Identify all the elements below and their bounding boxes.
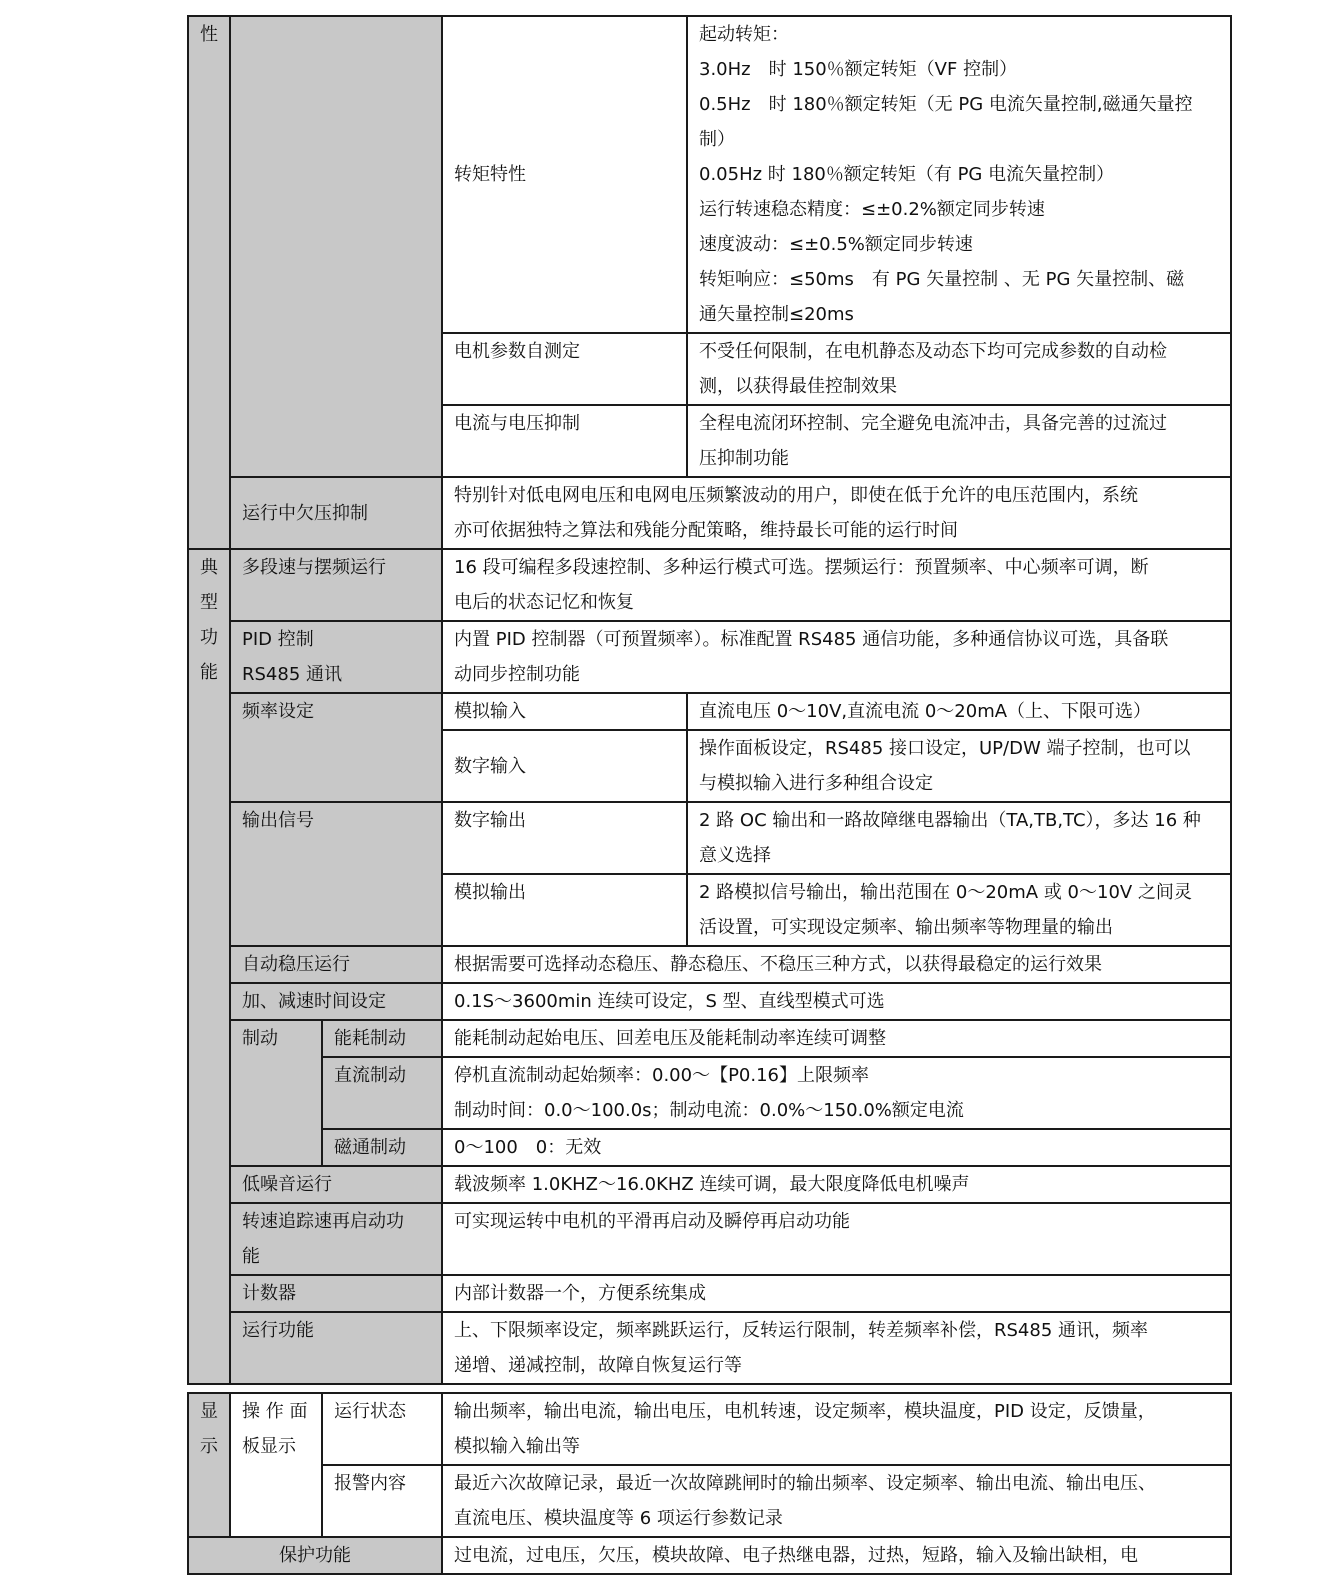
- category-cell-xing-continued: [188, 477, 230, 549]
- row-value-avr: [442, 946, 1231, 983]
- category-cell-xing: [188, 16, 230, 548]
- row-value-current-voltage: [687, 405, 1231, 477]
- row-label-avr: [230, 946, 442, 983]
- pid-label: PID 控制: [242, 629, 314, 650]
- energy-brake-text: 能耗制动起始电压、回差电压及能耗制动率连续可调整: [454, 1028, 886, 1049]
- lownoise-label: 低噪音运行: [242, 1174, 332, 1195]
- row-value-runfunc: [442, 1312, 1231, 1384]
- row-label-runfunc: [230, 1312, 442, 1384]
- typical-char: 典: [200, 557, 218, 578]
- avr-text: 根据需要可选择动态稳压、静态稳压、不稳压三种方式，以获得最稳定的运行效果: [454, 954, 1102, 975]
- analog-out-label: 模拟输出: [454, 882, 526, 903]
- protect-label: 保护功能: [279, 1545, 351, 1566]
- digital-in-label: 数字输入: [454, 755, 526, 777]
- sub-value-digital-out: [687, 802, 1231, 874]
- row-label-output: [230, 802, 442, 946]
- rs485-label: RS485 通讯: [242, 664, 343, 685]
- torque-line: 0.05Hz 时 180％额定转矩（有 PG 电流矢量控制）: [699, 164, 1115, 185]
- sub-value-alarm: [442, 1465, 1231, 1537]
- brake-label: 制动: [242, 1028, 278, 1049]
- display-char: 显: [200, 1401, 218, 1422]
- motor-param-label: 电机参数自测定: [454, 341, 580, 362]
- counter-text: 内部计数器一个，方便系统集成: [454, 1283, 706, 1304]
- lownoise-text: 载波频率 1.0KHZ～16.0KHZ 连续可调，最大限度降低电机噪声: [454, 1174, 970, 1195]
- torque-label: 转矩特性: [454, 164, 526, 185]
- digital-in-line: 操作面板设定，RS485 接口设定，UP/DW 端子控制，也可以: [699, 738, 1191, 759]
- avr-label: 自动稳压运行: [242, 954, 350, 975]
- speedtrack-label: 转速追踪速再启动功: [242, 1211, 404, 1232]
- analog-in-text: 直流电压 0～10V,直流电流 0～20mA（上、下限可选）: [699, 701, 1152, 722]
- row-value-speedtrack: [442, 1203, 1231, 1275]
- sub-value-flux-brake: [442, 1129, 1231, 1166]
- speedtrack-label: 能: [242, 1246, 260, 1267]
- digital-in-line: 与模拟输入进行多种组合设定: [699, 773, 933, 794]
- digital-out-line: 2 路 OC 输出和一路故障继电器输出（TA,TB,TC），多达 16 种: [699, 810, 1201, 831]
- row-value-multispeed: [442, 549, 1231, 621]
- flux-brake-text: 0～100 0：无效: [454, 1137, 602, 1158]
- cv-line: 压抑制功能: [699, 448, 789, 469]
- row-value-counter: [442, 1275, 1231, 1312]
- torque-line: 通矢量控制≤20ms: [699, 304, 854, 325]
- sub-label-dc-brake: [322, 1057, 442, 1129]
- row-value-accel: [442, 983, 1231, 1020]
- row-label-counter: [230, 1275, 442, 1312]
- row-value-motor-param: [687, 333, 1231, 405]
- cv-line: 全程电流闭环控制、完全避免电流冲击，具备完善的过流过: [699, 413, 1167, 434]
- undervolt-line: 特别针对低电网电压和电网电压频繁波动的用户，即使在低于允许的电压范围内，系统: [454, 485, 1138, 506]
- accel-label: 加、减速时间设定: [242, 991, 386, 1012]
- sub-label-energy-brake: [322, 1020, 442, 1057]
- sub-value-run-state: [442, 1393, 1231, 1465]
- analog-out-line: 活设置，可实现设定频率、输出频率等物理量的输出: [699, 917, 1113, 938]
- pid-line: 动同步控制功能: [454, 664, 580, 685]
- dc-brake-label: 直流制动: [334, 1065, 406, 1086]
- flux-brake-label: 磁通制动: [334, 1137, 406, 1158]
- blank-gray-cell: [230, 16, 442, 477]
- digital-out-line: 意义选择: [699, 845, 771, 866]
- undervolt-line: 亦可依据独特之算法和残能分配策略，维持最长可能的运行时间: [454, 520, 958, 541]
- row-value-pid: [442, 621, 1231, 693]
- sub-label-digital-in: [442, 730, 687, 802]
- runfunc-line: 上、下限频率设定，频率跳跃运行，反转运行限制，转差频率补偿，RS485 通讯，频率: [454, 1320, 1149, 1341]
- undervolt-label: 运行中欠压抑制: [242, 502, 368, 524]
- row-label-freq: [230, 693, 442, 802]
- row-label-speedtrack: [230, 1203, 442, 1275]
- panel-label: 板显示: [242, 1436, 296, 1457]
- sub-value-analog-out: [687, 874, 1231, 946]
- panel-label: 操 作 面: [242, 1401, 308, 1422]
- spec-table-main: [187, 15, 1232, 549]
- spec-table-display: [187, 1392, 1232, 1575]
- sub-label-run-state: [322, 1393, 442, 1465]
- row-label-lownoise: [230, 1166, 442, 1203]
- sub-label-alarm: [322, 1465, 442, 1537]
- alarm-line: 直流电压、模块温度等 6 项运行参数记录: [454, 1508, 783, 1529]
- sub-value-digital-in: [687, 730, 1231, 802]
- sub-value-dc-brake: [442, 1057, 1231, 1129]
- analog-out-line: 2 路模拟信号输出，输出范围在 0～20mA 或 0～10V 之间灵: [699, 882, 1192, 903]
- typical-char: 型: [200, 592, 218, 613]
- row-label-accel: [230, 983, 442, 1020]
- typical-char: 功: [200, 627, 218, 648]
- digital-out-label: 数字输出: [454, 810, 526, 831]
- torque-line: 3.0Hz 时 150％额定转矩（VF 控制）: [699, 59, 1018, 80]
- run-state-line: 模拟输入输出等: [454, 1436, 580, 1457]
- category-cell-typical: [188, 549, 230, 1384]
- row-label-pid: [230, 621, 442, 693]
- runfunc-line: 递增、递减控制，故障自恢复运行等: [454, 1355, 742, 1376]
- runfunc-label: 运行功能: [242, 1320, 314, 1341]
- row-value-lownoise: [442, 1166, 1231, 1203]
- row-label-multispeed: [230, 549, 442, 621]
- motor-param-line: 测，以获得最佳控制效果: [699, 376, 897, 397]
- dc-brake-line: 制动时间：0.0～100.0s；制动电流：0.0%～150.0%额定电流: [454, 1100, 964, 1121]
- torque-line: 制）: [699, 129, 735, 150]
- sub-value-energy-brake: [442, 1020, 1231, 1057]
- row-label-brake: [230, 1020, 322, 1166]
- output-label: 输出信号: [242, 810, 314, 831]
- spec-tables: [187, 15, 1230, 1575]
- row-value-undervolt: [442, 477, 1231, 549]
- protect-text: 过电流，过电压，欠压，模块故障、电子热继电器，过热，短路，输入及输出缺相，电: [454, 1545, 1138, 1566]
- analog-in-label: 模拟输入: [454, 701, 526, 722]
- speedtrack-text: 可实现运转中电机的平滑再启动及瞬停再启动功能: [454, 1211, 850, 1232]
- category-cell-display: [188, 1393, 230, 1537]
- energy-brake-label: 能耗制动: [334, 1028, 406, 1049]
- dc-brake-line: 停机直流制动起始频率：0.00～【P0.16】上限频率: [454, 1065, 870, 1086]
- multispeed-label: 多段速与摆频运行: [242, 557, 386, 578]
- row-label-panel: [230, 1393, 322, 1537]
- run-state-line: 输出频率，输出电流，输出电压，电机转速，设定频率，模块温度，PID 设定，反馈量，: [454, 1401, 1156, 1422]
- row-value-torque: [687, 16, 1231, 333]
- torque-line: 0.5Hz 时 180％额定转矩（无 PG 电流矢量控制,磁通矢量控: [699, 94, 1193, 115]
- alarm-line: 最近六次故障记录，最近一次故障跳闸时的输出频率、设定频率、输出电流、输出电压、: [454, 1473, 1156, 1494]
- run-state-label: 运行状态: [334, 1401, 406, 1422]
- row-label-undervolt: [230, 477, 442, 549]
- accel-text: 0.1S～3600min 连续可设定，S 型、直线型模式可选: [454, 991, 885, 1012]
- pid-line: 内置 PID 控制器（可预置频率）。标准配置 RS485 通信功能，多种通信协议可选，具备联: [454, 629, 1169, 650]
- counter-label: 计数器: [242, 1283, 296, 1304]
- row-label-current-voltage: [442, 405, 687, 477]
- row-label-motor-param: [442, 333, 687, 405]
- category-xing-label: 性: [200, 24, 218, 45]
- sub-label-analog-in: [442, 693, 687, 730]
- row-value-protect: [442, 1537, 1231, 1574]
- torque-line: 速度波动：≤±0.5%额定同步转速: [699, 234, 973, 255]
- cv-label: 电流与电压抑制: [454, 413, 580, 434]
- torque-line: 运行转速稳态精度：≤±0.2%额定同步转速: [699, 199, 1045, 220]
- multispeed-line: 16 段可编程多段速控制、多种运行模式可选。摆频运行：预置频率、中心频率可调，断: [454, 557, 1149, 578]
- row-label-torque: [442, 16, 687, 333]
- spec-table-main-lower: [187, 476, 1232, 1385]
- display-char: 示: [200, 1436, 218, 1457]
- sub-label-digital-out: [442, 802, 687, 874]
- torque-line: 起动转矩：: [699, 24, 789, 45]
- sub-label-flux-brake: [322, 1129, 442, 1166]
- typical-char: 能: [200, 662, 218, 683]
- row-label-protect: [188, 1537, 442, 1574]
- multispeed-line: 电后的状态记忆和恢复: [454, 592, 634, 613]
- motor-param-line: 不受任何限制，在电机静态及动态下均可完成参数的自动检: [699, 341, 1167, 362]
- torque-line: 转矩响应：≤50ms 有 PG 矢量控制 、无 PG 矢量控制、磁: [699, 269, 1185, 290]
- sub-value-analog-in: [687, 693, 1231, 730]
- alarm-label: 报警内容: [334, 1473, 406, 1494]
- sub-label-analog-out: [442, 874, 687, 946]
- freq-label: 频率设定: [242, 701, 314, 722]
